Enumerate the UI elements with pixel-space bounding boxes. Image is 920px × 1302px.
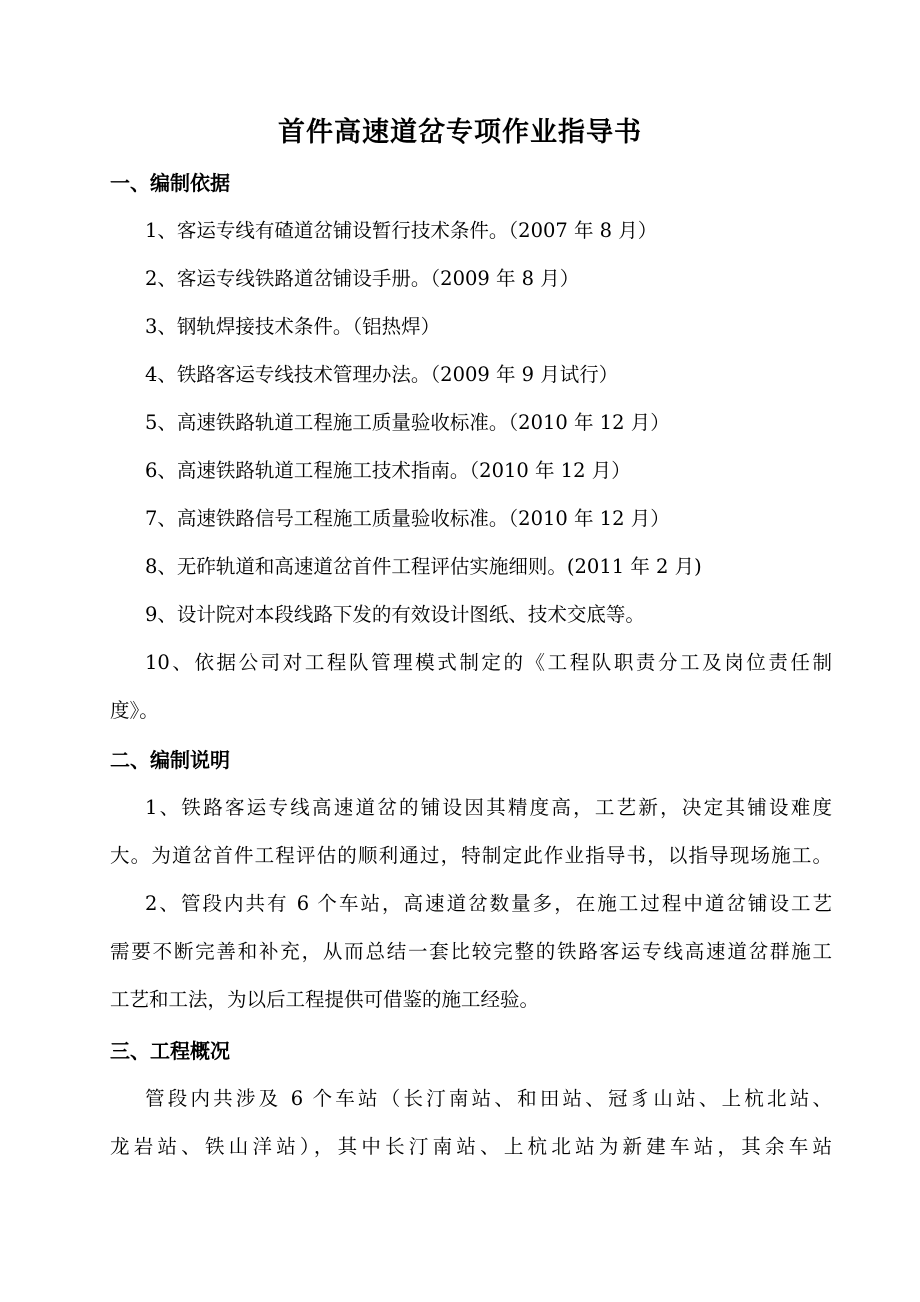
- list-item: 4、铁路客运专线技术管理办法。（2009 年 9 月试行）: [145, 363, 619, 386]
- list-item: 10、依据公司对工程队管理模式制定的《工程队职责分工及岗位责任制: [145, 651, 832, 674]
- section-heading-explanation: 二、编制说明: [110, 748, 230, 772]
- section-heading-basis: 一、编制依据: [110, 171, 230, 195]
- paragraph-line: 工艺和工法，为以后工程提供可借鉴的施工经验。: [110, 988, 540, 1011]
- paragraph-line: 大。为道岔首件工程评估的顺利通过，特制定此作业指导书，以指导现场施工。: [110, 844, 832, 867]
- section-heading-overview: 三、工程概况: [110, 1039, 230, 1063]
- list-item: 7、高速铁路信号工程施工质量验收标准。（2010 年 12 月）: [145, 507, 670, 530]
- list-item: 3、钢轨焊接技术条件。（铝热焊）: [145, 315, 441, 338]
- paragraph-line: 1、铁路客运专线高速道岔的铺设因其精度高，工艺新，决定其铺设难度: [145, 796, 832, 819]
- paragraph-line: 需要不断完善和补充，从而总结一套比较完整的铁路客运专线高速道岔群施工: [110, 940, 832, 963]
- list-item: 6、高速铁路轨道工程施工技术指南。（2010 年 12 月）: [145, 459, 631, 482]
- list-item: 9、设计院对本段线路下发的有效设计图纸、技术交底等。: [145, 603, 645, 626]
- list-item: 8、无砟轨道和高速道岔首件工程评估实施细则。(2011 年 2 月): [145, 555, 702, 578]
- paragraph-line: 龙岩站、铁山洋站），其中长汀南站、上杭北站为新建车站，其余车站: [110, 1135, 832, 1158]
- list-item: 2、客运专线铁路道岔铺设手册。（2009 年 8 月）: [145, 267, 580, 290]
- list-item: 1、客运专线有碴道岔铺设暂行技术条件。（2007 年 8 月）: [145, 219, 658, 242]
- list-item-continuation: 度》。: [110, 699, 159, 722]
- paragraph-line: 2、管段内共有 6 个车站，高速道岔数量多，在施工过程中道岔铺设工艺: [145, 892, 832, 915]
- document-title: 首件高速道岔专项作业指导书: [278, 117, 642, 148]
- list-item: 5、高速铁路轨道工程施工质量验收标准。（2010 年 12 月）: [145, 411, 670, 434]
- paragraph-line: 管段内共涉及 6 个车站（长汀南站、和田站、冠豸山站、上杭北站、: [145, 1087, 832, 1110]
